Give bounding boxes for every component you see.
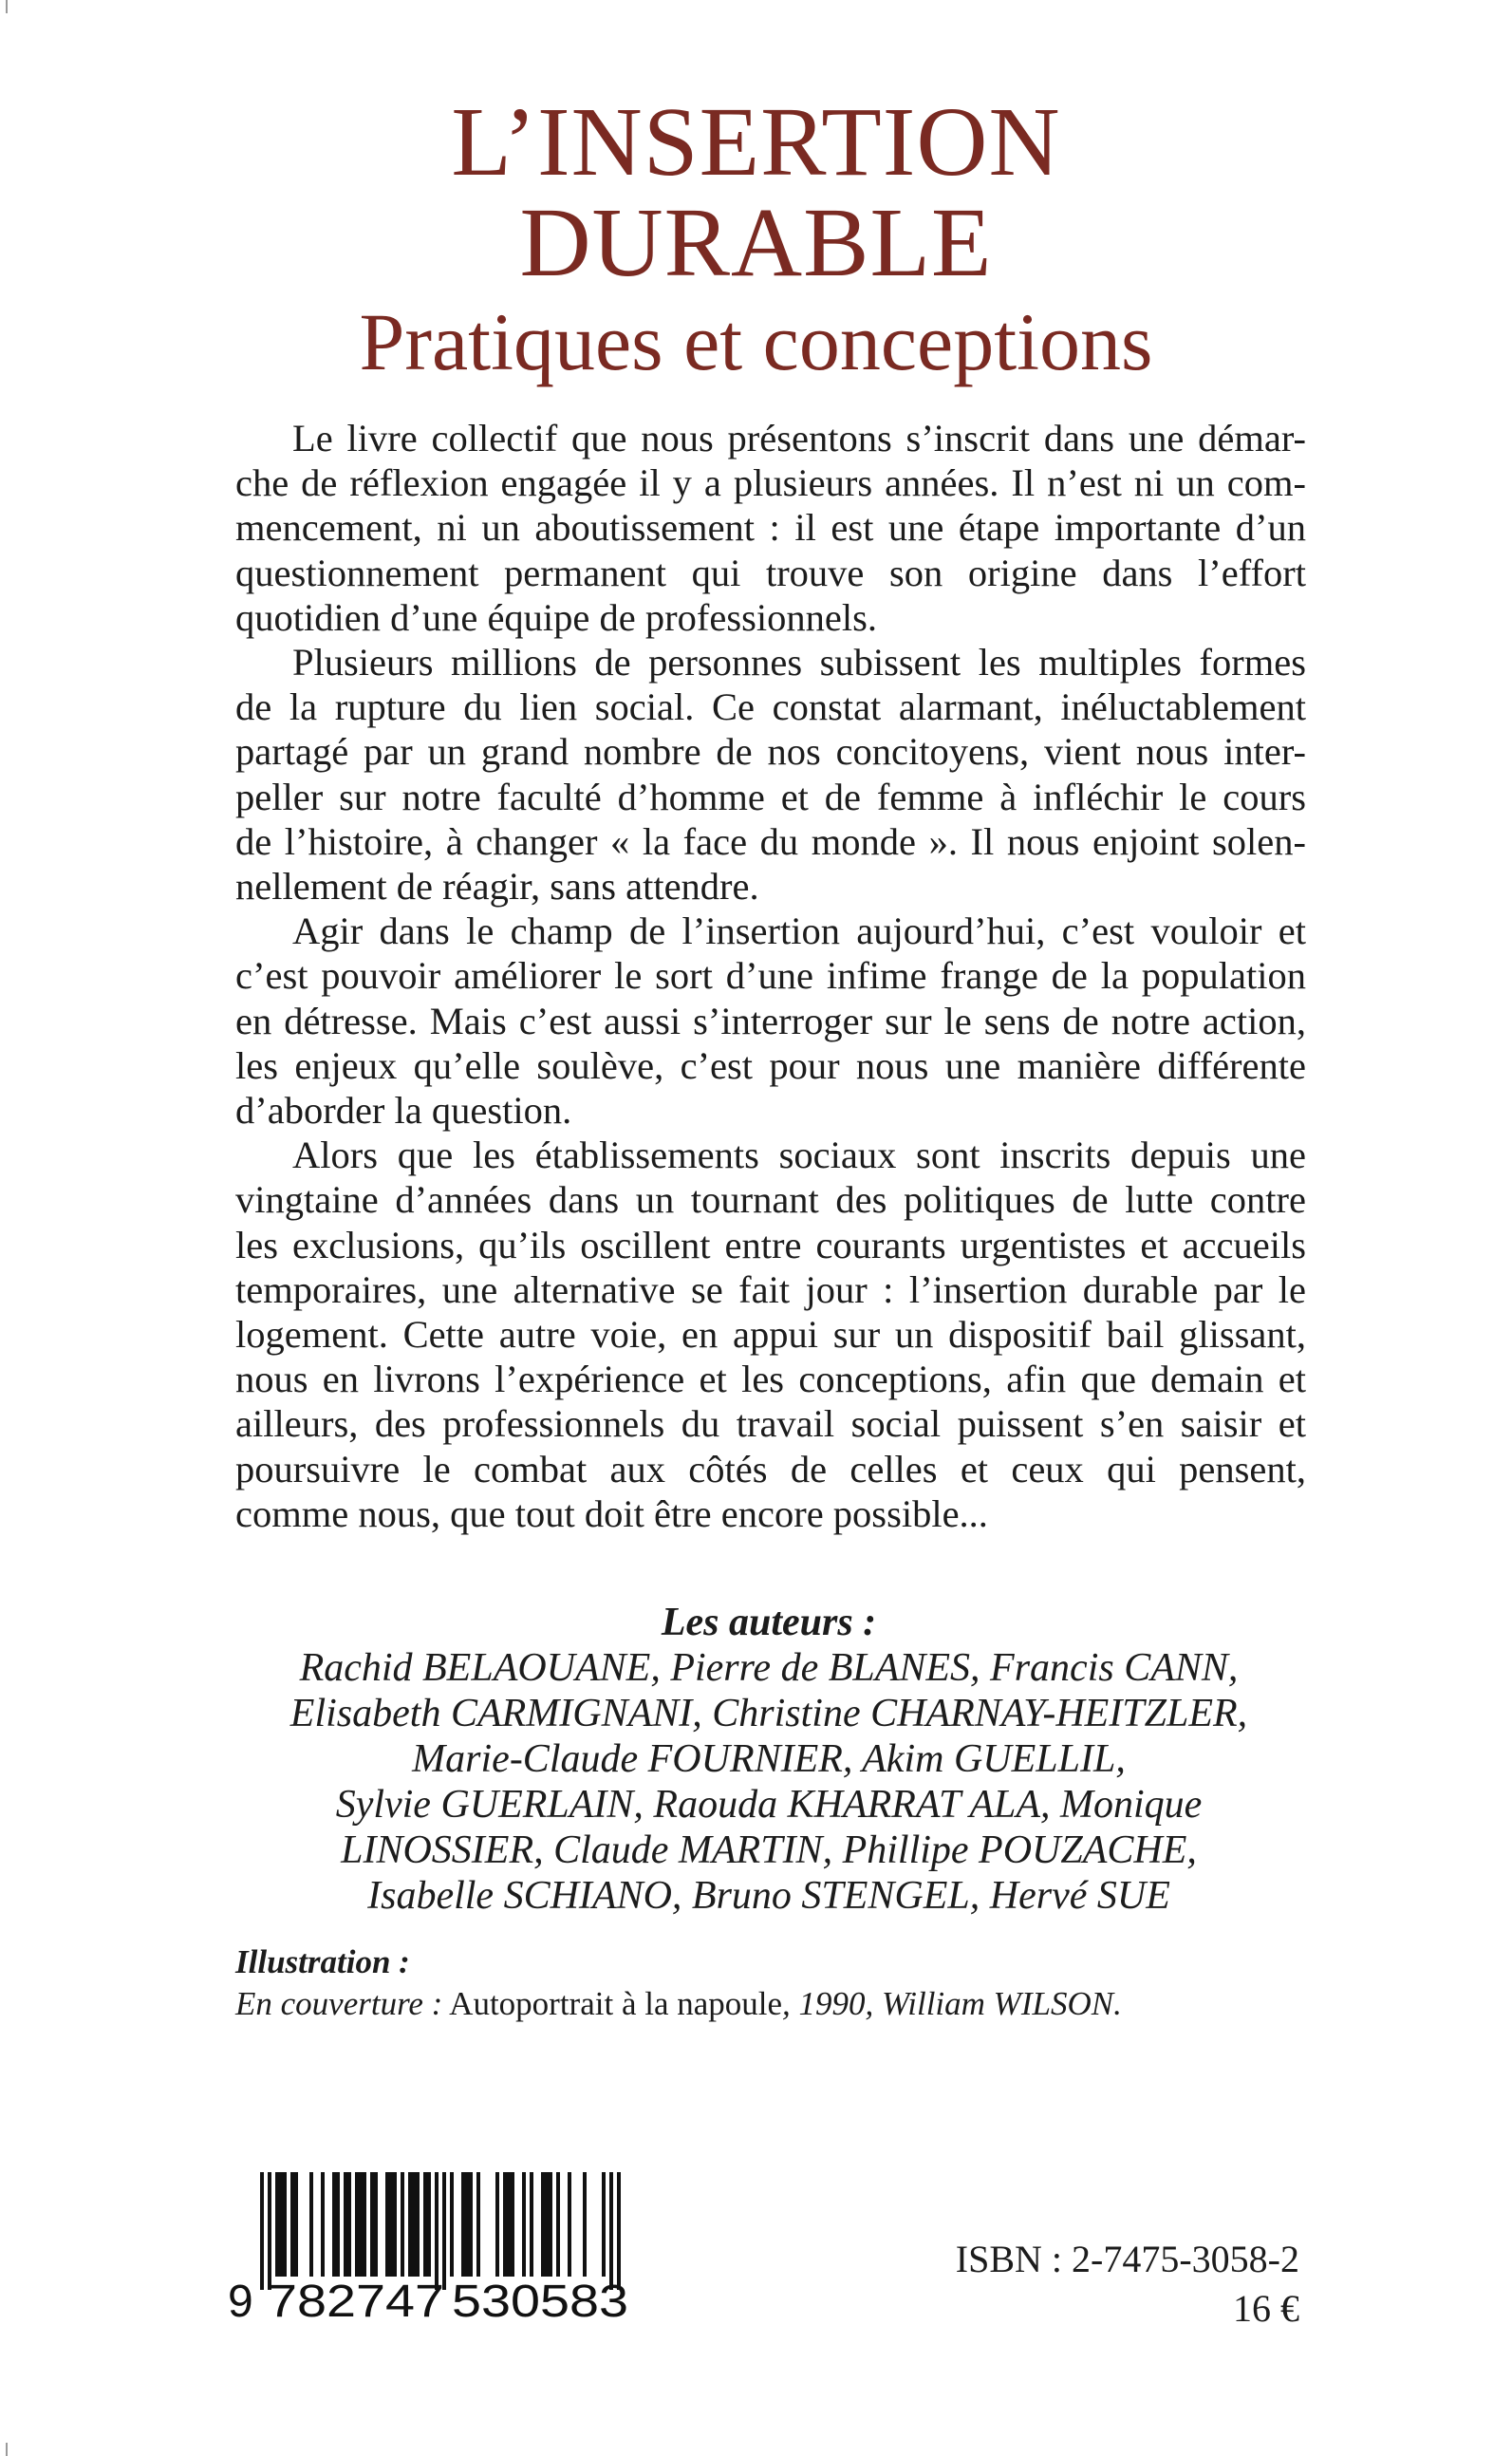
isbn-number: ISBN : 2-7475-3058-2 [955,2238,1299,2280]
barcode-bar [294,2172,298,2277]
barcode-bar [495,2172,499,2277]
barcode-bar [416,2172,420,2277]
text-line: Le livre collectif que nous présentons s’inscrit dans une démar- [292,417,1306,459]
text-line: c’est pouvoir améliorer le sort d’une infime frange de la population [235,954,1306,998]
barcode-bar [583,2172,587,2277]
barcode-bar [332,2172,336,2277]
barcode-bar [476,2172,480,2277]
text-line: poursuivre le combat aux côtés de celles et ceux qui pensent, [235,1447,1306,1490]
crop-mark-bottom-left [6,2443,8,2456]
barcode-bar [427,2172,431,2277]
barcode-bar [393,2172,397,2277]
text-line: nous en livrons l’expérience et les conceptions, afin que demain et [235,1358,1306,1401]
text-line: de l’histoire, à changer « la face du monde ». Il nous enjoint solen- [235,819,1306,863]
artwork-details: , 1990, William WILSON. [782,1985,1122,2022]
text-line: quotidien d’une équipe de professionnels. [235,595,877,639]
authors-line: Isabelle SCHIANO, Bruno STENGEL, Hervé SUE [367,1874,1170,1918]
barcode-bar [609,2172,613,2290]
barcode-bar [370,2172,374,2277]
text-line: logement. Cette autre voie, en appui sur un dispositif bail glissant, [235,1313,1306,1357]
text-line: mencement, ni un aboutissement : il est une étape importante d’un [235,506,1306,550]
authors-block [190,1600,1348,1919]
paragraph-1 [235,416,1306,640]
barcode-bar [511,2172,514,2277]
barcode-bar [344,2172,347,2277]
authors-line: Elisabeth CARMIGNANI, Christine CHARNAY-HEITZLER, [289,1692,1248,1735]
barcode-bar [465,2172,469,2277]
barcode-bar [336,2172,340,2277]
authors-line: Marie-Claude FOURNIER, Akim GUELLIL, [412,1737,1126,1781]
authors-line: Rachid BELAOUANE, Pierre de BLANES, Francis CANN, [299,1646,1239,1690]
barcode-bar [363,2172,366,2277]
barcode-bar [442,2172,446,2290]
barcode-bar [522,2172,526,2277]
barcode-bar [549,2172,552,2277]
illustration-label: Illustration : [235,1943,410,1980]
barcode-bar [541,2172,545,2277]
barcode-digits-left: 782747 [268,2277,444,2324]
barcode-bar [617,2172,621,2290]
text-line: nellement de réagir, sans attendre. [235,865,759,909]
barcode-bar [279,2172,283,2277]
artwork-title: Autoportrait à la napoule [449,1985,783,2022]
illustration-credit [235,1941,1122,2025]
barcode-bar [568,2172,571,2277]
barcode-bar [374,2172,378,2277]
barcode-bar [507,2172,511,2277]
authors-line: LINOSSIER, Claude MARTIN, Phillipe POUZACHE, [341,1828,1197,1872]
book-subtitle: Pratiques et conceptions [359,296,1153,387]
text-line: partagé par un grand nombre de nos concitoyens, vient nous inter- [235,730,1306,774]
text-line: Agir dans le champ de l’insertion aujourd’hui, c’est vouloir et [292,909,1306,953]
paragraph-3 [235,909,1306,1133]
barcode-bar [401,2172,404,2277]
text-line: che de réflexion engagée il y a plusieurs années. Il n’est ni un com- [235,461,1306,505]
text-line: comme nous, que tout doit être encore possible... [235,1491,988,1535]
barcode-bar [450,2172,454,2277]
back-cover-blurb [235,416,1306,1536]
barcode-bar [530,2172,533,2277]
text-line: Plusieurs millions de personnes subissent les multiples formes [292,641,1306,684]
barcode-bar [408,2172,412,2277]
barcode-bar [359,2172,363,2277]
barcode-bar [309,2172,313,2277]
text-line: peller sur notre faculté d’homme et de femme à infléchir le cours [235,775,1306,818]
text-line: de la rupture du lien social. Ce constat alarmant, inéluctablement [235,685,1306,729]
book-title-line-2: DURABLE [519,188,993,297]
book-title-line-1: L’INSERTION [451,87,1061,197]
barcode-bar [283,2172,287,2277]
barcode-graphic [226,2172,663,2324]
crop-mark-top-left [6,0,8,13]
text-line: Alors que les établissements sociaux sont inscrits depuis une [292,1134,1306,1177]
barcode-bar [545,2172,549,2277]
barcode-bar [275,2172,279,2277]
barcode-bar [423,2172,427,2277]
text-line: questionnement permanent qui trouve son origine dans l’effort [235,551,1306,594]
authors-line: Sylvie GUERLAIN, Raouda KHARRAT ALA, Monique [335,1783,1203,1827]
barcode-first-digit: 9 [228,2277,253,2324]
barcode-bar [602,2172,606,2277]
text-line: d’aborder la question. [235,1089,572,1133]
price: 16 € [1233,2287,1299,2330]
barcode-bar [347,2172,351,2277]
barcode-bar [412,2172,416,2277]
authors-heading: Les auteurs : [661,1601,877,1644]
barcode-bar [389,2172,393,2277]
text-line: les exclusions, qu’ils oscillent entre courants urgentistes et accueils [235,1223,1306,1266]
paragraph-4 [235,1133,1306,1536]
barcode-bar [556,2172,560,2277]
barcode-bar [355,2172,359,2277]
cover-prefix: En couverture : [235,1985,443,2022]
barcode-bar [321,2172,325,2277]
text-line: ailleurs, des professionnels du travail social puissent s’en saisir et [235,1402,1306,1446]
barcode-bar [435,2172,439,2290]
barcode-bar [385,2172,389,2277]
barcode-bar [503,2172,507,2277]
text-line: en détresse. Mais c’est aussi s’interroger sur le sens de notre action, [235,999,1306,1042]
barcode-digits-right: 530583 [452,2277,628,2324]
text-line: les enjeux qu’elle soulève, c’est pour nous une manière différente [235,1043,1306,1087]
barcode-bar [290,2172,294,2277]
barcode-bar [461,2172,465,2277]
barcode-bar [469,2172,473,2277]
barcode [226,2172,663,2324]
barcode-bar [268,2172,271,2290]
paragraph-2 [235,640,1306,909]
barcode-bar [260,2172,264,2290]
text-line: vingtaine d’années dans un tournant des politiques de lutte contre [235,1178,1306,1222]
text-line: temporaires, une alternative se fait jour : l’insertion durable par le [235,1267,1306,1311]
